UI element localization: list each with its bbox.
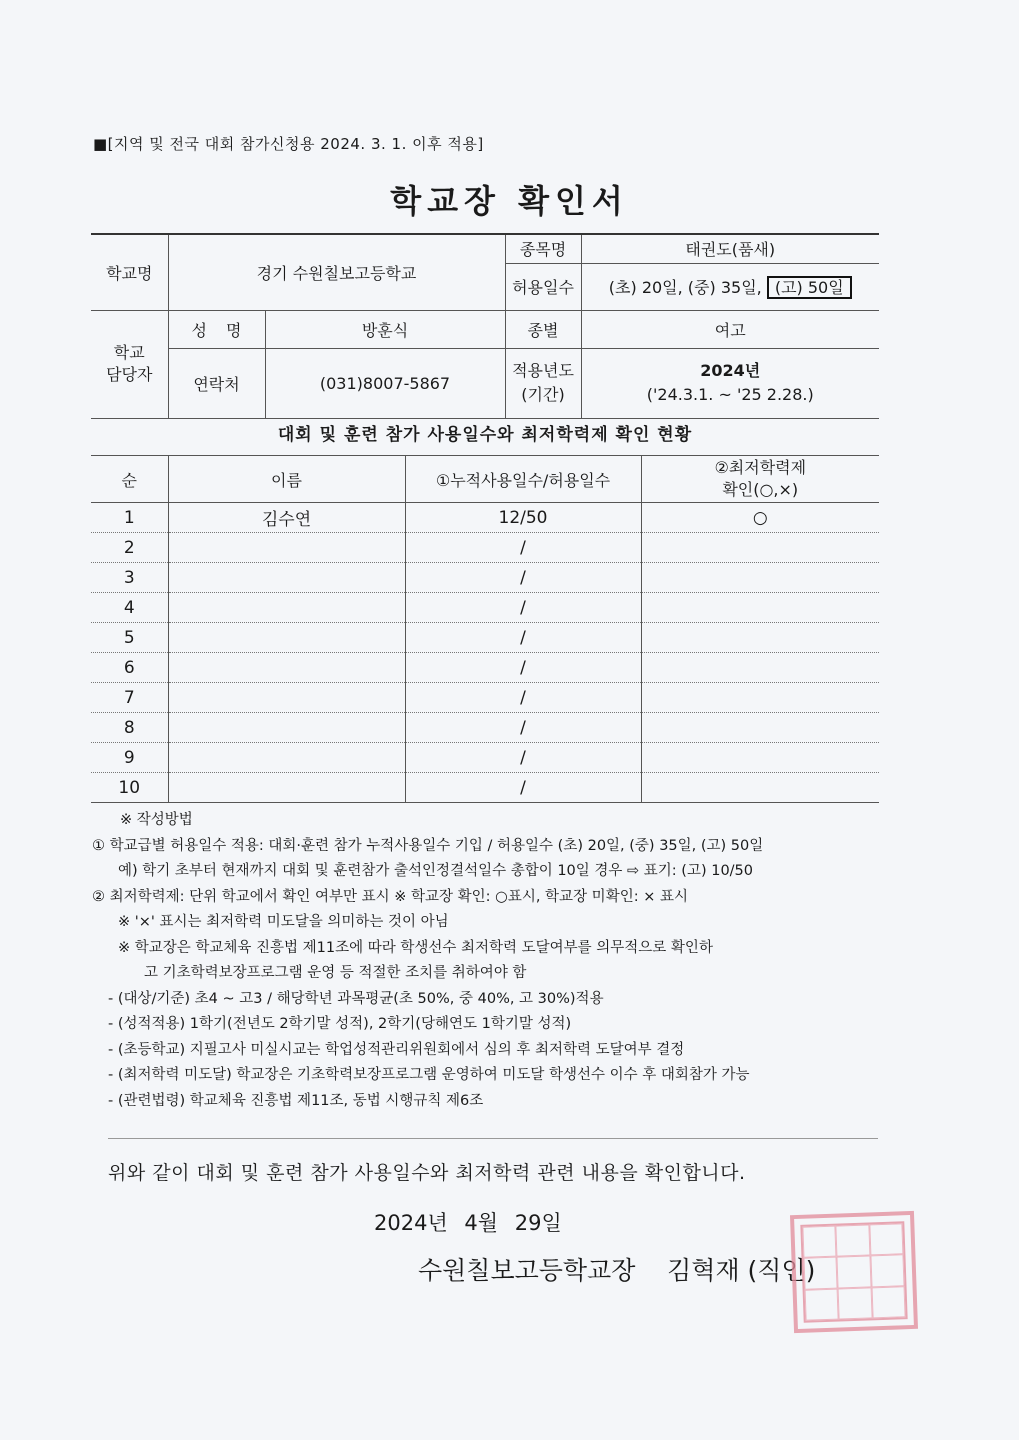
year-value-cell (581, 348, 879, 418)
row-check (641, 593, 879, 623)
table-row (91, 593, 879, 623)
athlete-table (91, 455, 879, 803)
header-check-2: 확인(○,×) (722, 480, 799, 499)
row-check: ○ (641, 503, 879, 533)
row-days: / (405, 623, 641, 653)
table-row (91, 533, 879, 563)
row-name (168, 533, 405, 563)
row-no: 10 (91, 773, 168, 803)
note-2-b1: ※ 학교장은 학교체육 진흥법 제11조에 따라 학생선수 최저학력 도달여부를 의무적으로 확인하 (118, 939, 713, 956)
row-no: 2 (91, 533, 168, 563)
row-days: 12/50 (405, 503, 641, 533)
note-2: ② 최저학력제: 단위 학교에서 확인 여부만 표시 ※ 학교장 확인: ○표시, 학교장 미확인: × 표시 (92, 888, 688, 905)
days-value (581, 263, 879, 310)
row-check (641, 773, 879, 803)
notes-heading: ※ 작성방법 (120, 812, 193, 828)
header-check-1: ②최저학력제 (714, 458, 807, 477)
manager-label: 학교 담당자 (91, 310, 168, 418)
school-label: 학교명 (91, 234, 168, 310)
row-no: 9 (91, 743, 168, 773)
table-row (91, 743, 879, 773)
row-check (641, 563, 879, 593)
row-check (641, 623, 879, 653)
row-no: 1 (91, 503, 168, 533)
row-no: 7 (91, 683, 168, 713)
row-days: / (405, 773, 641, 803)
year-label-1: 적용년도 (512, 361, 574, 380)
table-row (91, 773, 879, 803)
table-row (91, 683, 879, 713)
issue-date: 2024년 4월 29일 (374, 1211, 562, 1235)
event-value: 태권도(품새) (581, 234, 879, 263)
row-no: 4 (91, 593, 168, 623)
gender-label: 종별 (505, 310, 581, 348)
school-value: 경기 수원칠보고등학교 (168, 234, 505, 310)
row-check (641, 743, 879, 773)
note-2-b2: 고 기초학력보장프로그램 운영 등 적절한 조치를 취하여야 함 (144, 965, 527, 981)
row-name (168, 683, 405, 713)
row-days: / (405, 593, 641, 623)
school-info-table (91, 233, 879, 419)
note-2-a: ※ '×' 표시는 최저학력 미도달을 의미하는 것이 아님 (118, 914, 449, 930)
note-1: ① 학교급별 허용일수 적용: 대회·훈련 참가 누적사용일수 기입 / 허용일수 (초) 20일, (중) 35일, (고) 50일 (92, 837, 764, 854)
table-row (91, 713, 879, 743)
contact-label: 연락처 (168, 348, 265, 418)
gender-value: 여고 (581, 310, 879, 348)
status-subtitle: 대회 및 훈련 참가 사용일수와 최저학력제 확인 현황 (277, 425, 693, 445)
table-row (91, 623, 879, 653)
table-row (91, 653, 879, 683)
row-name: 김수연 (168, 503, 405, 533)
table-row (91, 563, 879, 593)
divider (108, 1138, 878, 1139)
row-check (641, 683, 879, 713)
row-name (168, 773, 405, 803)
detail-2: - (성적적용) 1학기(전년도 2학기말 성적), 2학기(당해연도 1학기말 성적) (108, 1016, 572, 1032)
detail-1: - (대상/기준) 초4 ~ 고3 / 해당학년 과목평균(초 50%, 중 40%, 고 30%)적용 (108, 990, 604, 1007)
row-days: / (405, 563, 641, 593)
principal-signature: 수원칠보고등학교장 김혁재 (직인) (418, 1256, 816, 1285)
days-label: 허용일수 (505, 263, 581, 310)
contact-value: (031)8007-5867 (265, 348, 505, 418)
row-no: 3 (91, 563, 168, 593)
row-name (168, 743, 405, 773)
header-no: 순 (91, 456, 168, 503)
row-name (168, 593, 405, 623)
row-name (168, 623, 405, 653)
days-value-prefix: (초) 20일, (중) 35일, (608, 278, 762, 297)
row-days: / (405, 653, 641, 683)
row-days: / (405, 743, 641, 773)
row-no: 5 (91, 623, 168, 653)
row-name (168, 653, 405, 683)
table-header-row (91, 456, 879, 503)
name-label: 성 명 (168, 310, 265, 348)
year-label (505, 348, 581, 418)
detail-3: - (초등학교) 지필고사 미실시교는 학업성적관리위원회에서 심의 후 최저학력 도달여부 결정 (108, 1041, 685, 1058)
event-label: 종목명 (505, 234, 581, 263)
detail-4: - (최저학력 미도달) 학교장은 기초학력보장프로그램 운영하여 미도달 학생선수 이수 후 대회참가 가능 (108, 1067, 750, 1083)
period-value: ('24.3.1. ~ '25 2.28.) (646, 385, 814, 404)
row-days: / (405, 683, 641, 713)
year-label-2: (기간) (521, 385, 565, 404)
row-name (168, 713, 405, 743)
header-name: 이름 (168, 456, 405, 503)
header-check (641, 456, 879, 503)
header-note: ■[지역 및 전국 대회 참가신청용 2024. 3. 1. 이후 적용] (93, 135, 484, 153)
row-days: / (405, 713, 641, 743)
days-value-boxed: (고) 50일 (767, 276, 852, 299)
row-days: / (405, 533, 641, 563)
confirmation-text: 위와 같이 대회 및 훈련 참가 사용일수와 최저학력 관련 내용을 확인합니다. (108, 1162, 746, 1184)
instructions (92, 808, 882, 1114)
row-check (641, 653, 879, 683)
seal-pattern (800, 1221, 907, 1323)
official-seal-stamp (790, 1211, 918, 1333)
detail-5: - (관련법령) 학교체육 진흥법 제11조, 동법 시행규칙 제6조 (108, 1092, 484, 1109)
name-value: 방훈식 (265, 310, 505, 348)
row-check (641, 533, 879, 563)
year-value: 2024년 (700, 361, 761, 380)
row-check (641, 713, 879, 743)
row-no: 6 (91, 653, 168, 683)
note-1-example: 예) 학기 초부터 현재까지 대회 및 훈련참가 출석인정결석일수 총합이 10일 경우 ⇨ 표기: (고) 10/50 (118, 863, 754, 879)
header-days: ①누적사용일수/허용일수 (405, 456, 641, 503)
row-name (168, 563, 405, 593)
row-no: 8 (91, 713, 168, 743)
page-title: 학교장 확인서 (390, 182, 629, 220)
table-row (91, 503, 879, 533)
